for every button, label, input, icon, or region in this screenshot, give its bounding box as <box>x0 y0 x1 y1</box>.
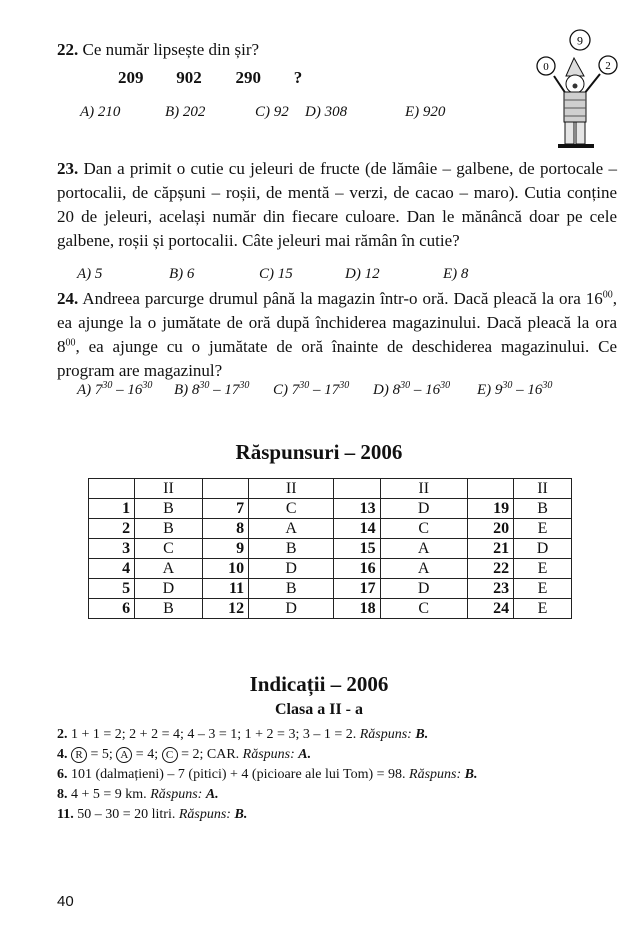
svg-text:9: 9 <box>577 33 583 48</box>
answer-choice: A) 5 <box>77 266 103 282</box>
sequence-item: 290 <box>235 68 261 87</box>
column-header: II <box>135 479 203 499</box>
hint-item: 4. R = 5; A = 4; C = 2; CAR. Răspuns: A. <box>57 747 312 762</box>
circled-letter-icon: A <box>116 747 132 763</box>
answer-choice: B) $8^{30} - 17^{30}$ <box>174 380 250 398</box>
question-22 <box>57 38 259 62</box>
question-text: Ce număr lipsește din șir? <box>82 40 260 59</box>
question-text: Dan a primit o cutie cu jeleuri de fructe (de lămâie – galbene, de portocale – portocalii, de căpșuni – roșii, de mentă – verzi, de cacao – maro). Cutia conține 20 de jeleuri, același număr din fiecare culoare. Dan le mănâncă doar pe cele galbene, roșii și portocalii. Câte jeleuri mai rămân în cutie? <box>57 159 617 250</box>
hint-item: 8. 4 + 5 = 9 km. Răspuns: A. <box>57 787 219 802</box>
table-header-row <box>89 479 572 499</box>
table-row: 3 C 9 B 15 A 21 D <box>89 539 572 559</box>
answers-title: Răspunsuri – 2006 <box>235 440 403 464</box>
question-24: 24. Andreea parcurge drumul până la magazin într-o oră. Dacă pleacă la ora $16^{00}$, ea ajunge la o jumătate de oră după închiderea magazinului. Dacă pleacă la ora $8^{00}$, ea ajunge cu o jumătate de oră înainte de deschiderea magazinului. Ce program are magazinul? <box>57 289 618 380</box>
table-row: 2 B 8 A 14 C 20 E <box>89 519 572 539</box>
hints-header <box>0 672 638 719</box>
answer-choice: B) 6 <box>169 266 195 282</box>
sequence-item: 209 <box>118 68 144 87</box>
hint-item: 2. 1 + 1 = 2; 2 + 2 = 4; 4 – 3 = 1; 1 + 2 = 3; 3 – 1 = 2. Răspuns: B. <box>57 727 429 742</box>
sequence-item: 902 <box>176 68 202 87</box>
question-text: Andreea parcurge drumul până la magazin într-o oră. Dacă pleacă la ora 16 <box>82 289 603 308</box>
answer-choice: C) 15 <box>259 266 293 282</box>
answer-choice: A) 210 <box>80 104 121 120</box>
question-number: 23. <box>57 159 79 178</box>
hint-item: 11. 50 – 30 = 20 litri. Răspuns: B. <box>57 807 248 822</box>
svg-text:0: 0 <box>543 61 549 73</box>
number-sequence <box>118 68 328 88</box>
answer-choice: E) 8 <box>443 266 469 282</box>
answers-section <box>0 440 638 465</box>
answer-choice: B) 202 <box>165 104 206 120</box>
table-row: 4 A 10 D 16 A 22 E <box>89 559 572 579</box>
hints-title: Indicații – 2006 <box>249 672 389 696</box>
circled-letter-icon: R <box>71 747 87 763</box>
answer-choice: A) $7^{30} - 16^{30}$ <box>77 380 153 398</box>
answer-choice: C) $7^{30} - 17^{30}$ <box>273 380 350 398</box>
answer-choice: D) 308 <box>305 104 348 120</box>
sequence-item: ? <box>293 68 303 87</box>
answer-choice: C) 92 <box>255 104 289 120</box>
hint-item: 6. 101 (dalmațieni) – 7 (pitici) + 4 (picioare ale lui Tom) = 98. Răspuns: B. <box>57 767 478 782</box>
answer-choice: D) $8^{30} - 16^{30}$ <box>373 380 451 398</box>
column-header: II <box>380 479 467 499</box>
table-row: 1 B 7 C 13 D 19 B <box>89 499 572 519</box>
svg-text:2: 2 <box>605 60 611 72</box>
hints-list <box>57 725 617 825</box>
answers-table <box>88 478 572 619</box>
table-row: 5 D 11 B 17 D 23 E <box>89 579 572 599</box>
question-number: 24. <box>57 289 79 308</box>
hints-subtitle: Clasa a II - a <box>274 701 363 718</box>
answer-choice: D) 12 <box>345 266 380 282</box>
answer-choice: E) 920 <box>405 104 446 120</box>
column-header: II <box>249 479 334 499</box>
question-number: 22. <box>57 40 79 59</box>
answer-choice: E) $9^{30} - 16^{30}$ <box>477 380 553 398</box>
circled-letter-icon: C <box>162 747 178 763</box>
juggling-clown-illustration <box>528 28 620 152</box>
question-23 <box>57 157 617 253</box>
table-row: 6 B 12 D 18 C 24 E <box>89 599 572 619</box>
page-number: 40 <box>57 893 74 910</box>
column-header: II <box>514 479 572 499</box>
